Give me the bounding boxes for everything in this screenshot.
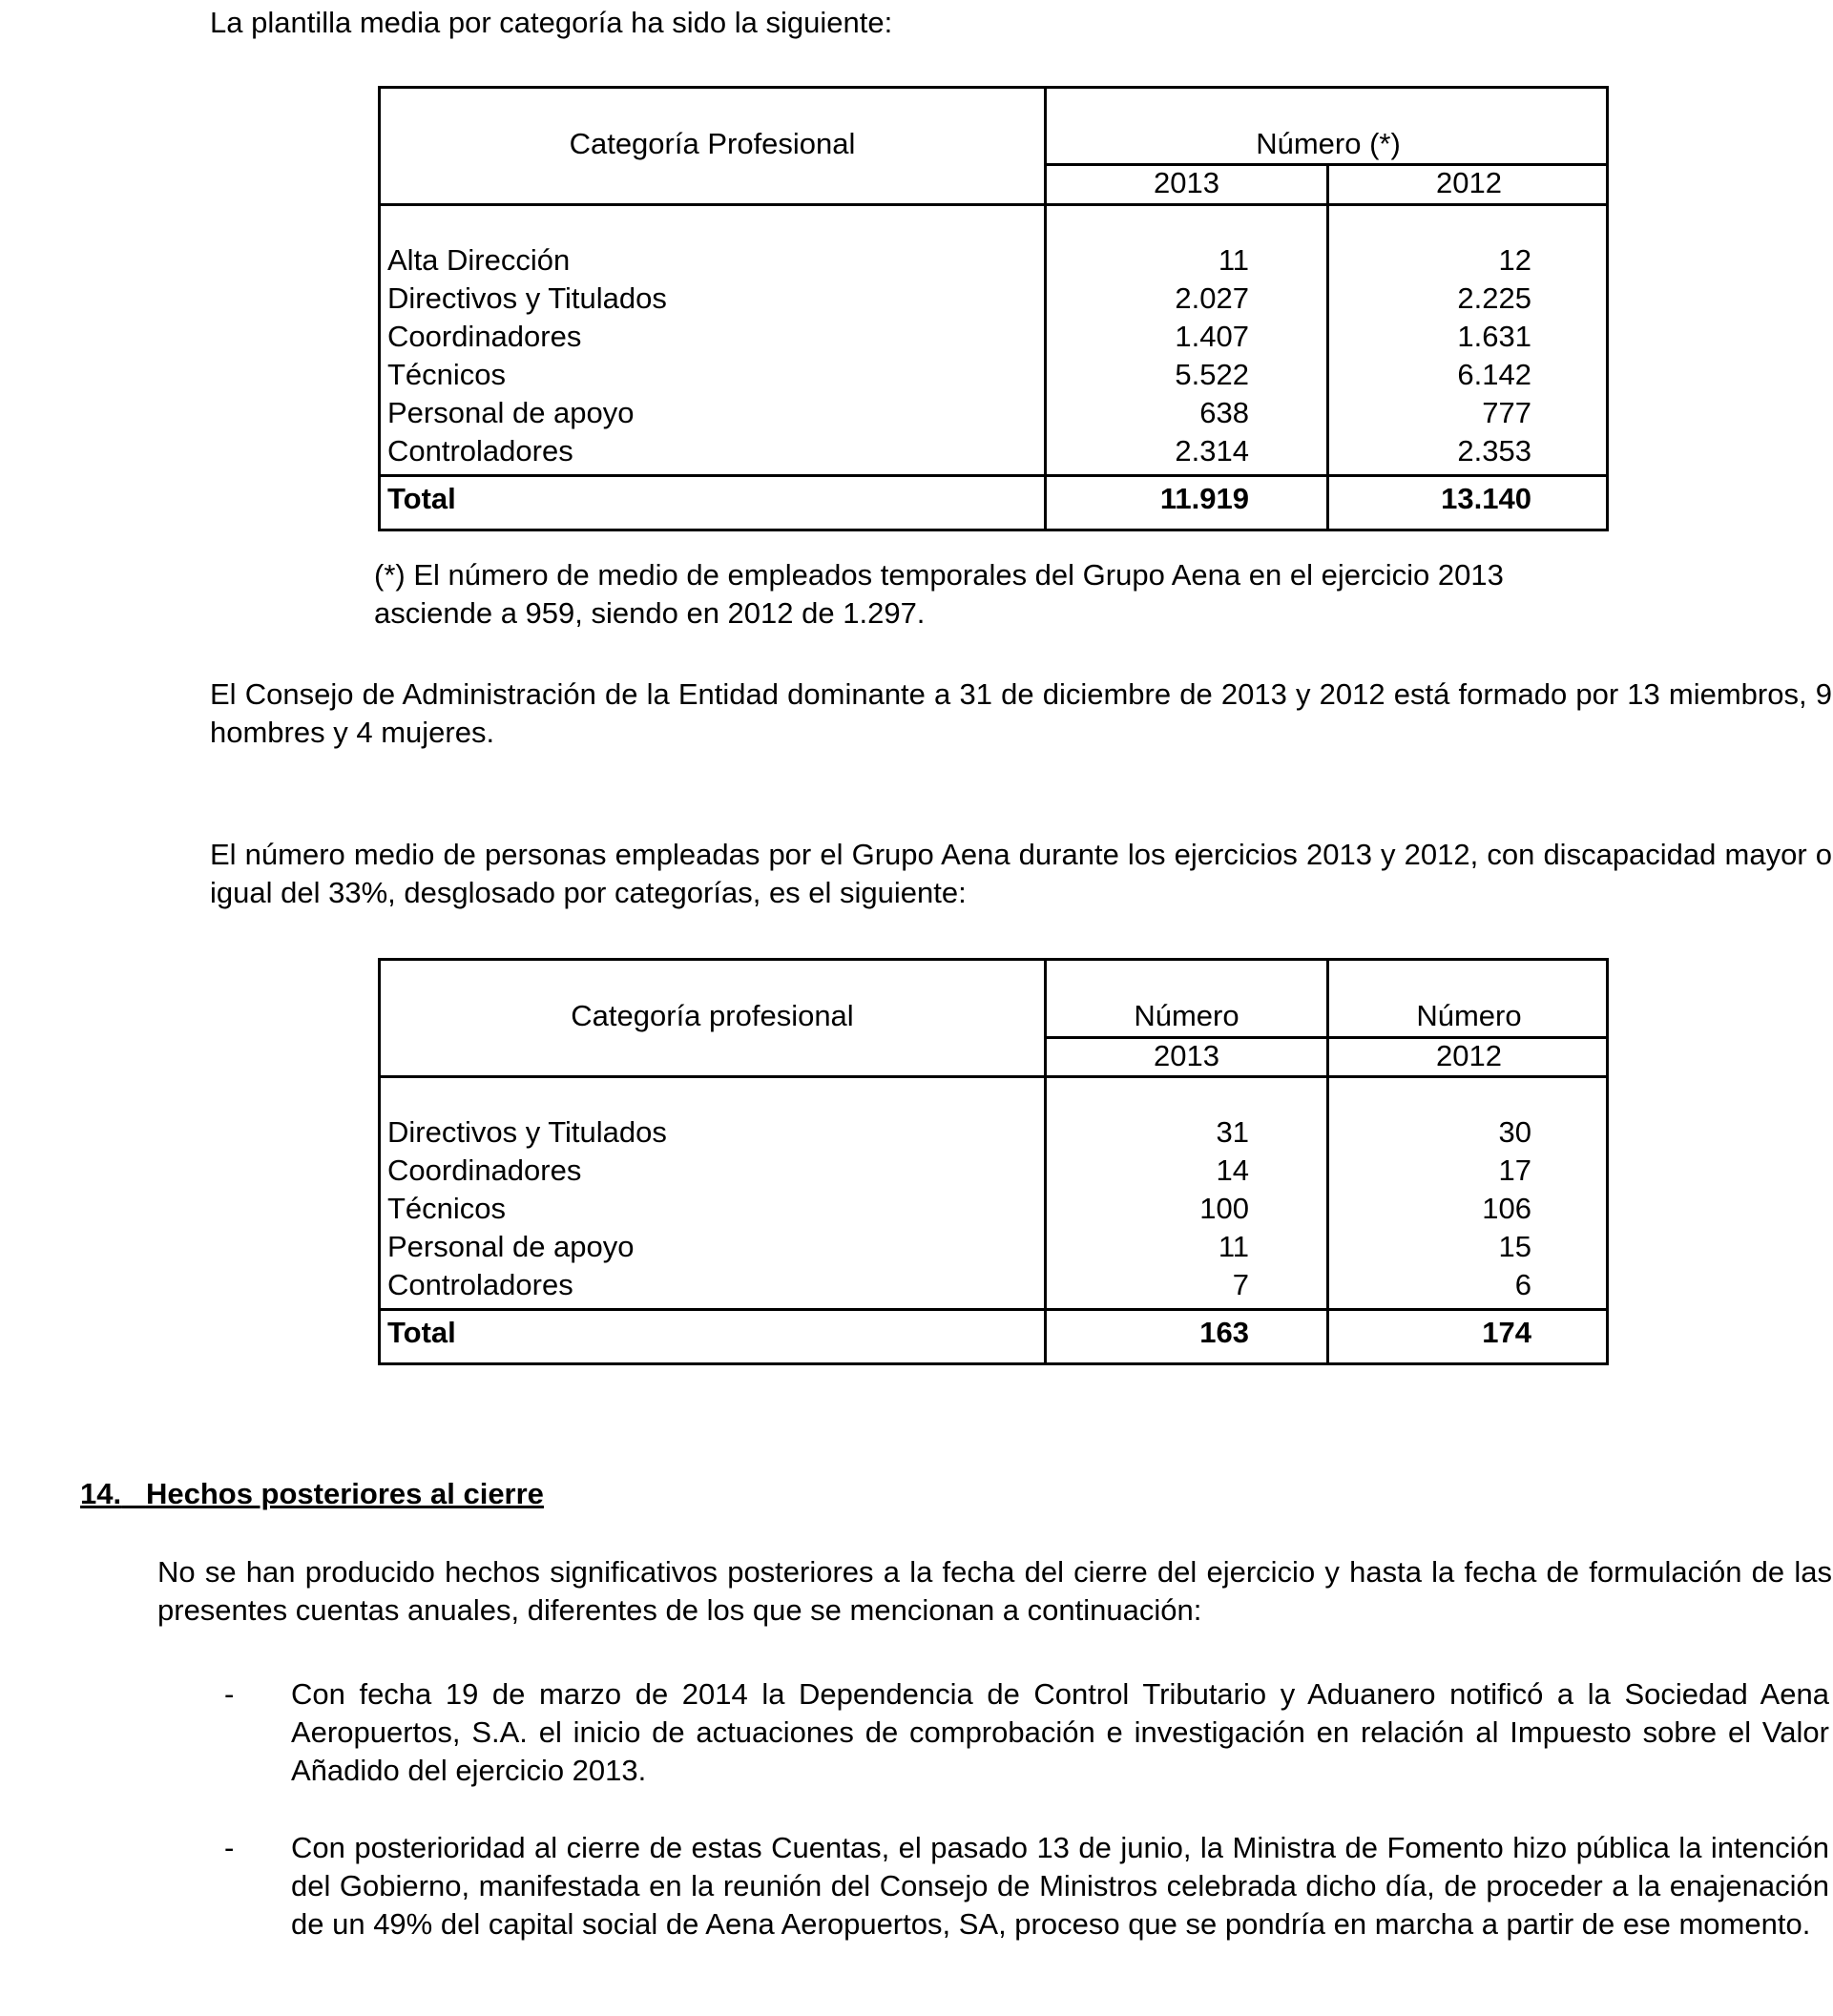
row-value-2012: 6: [1514, 1268, 1531, 1301]
header-year-2012: 2012: [1436, 166, 1502, 199]
board-paragraph: El Consejo de Administración de la Entidad dominante a 31 de diciembre de 2013 y 2012 está formado por 13 miembros, 9 hombres y 4 mujeres.: [210, 677, 1832, 749]
total-label: Total: [387, 482, 456, 515]
total-2013: 11.919: [1159, 482, 1249, 515]
row-label: Controladores: [387, 1268, 573, 1301]
header-number: Número (*): [1256, 127, 1401, 160]
section-intro-paragraph: No se han producido hechos significativos posteriores a la fecha del cierre del ejercicio y hasta la fecha de formulación de las presentes cuentas anuales, diferentes de los que se mencionan a continuación:: [157, 1555, 1832, 1627]
row-value-2012: 2.225: [1457, 281, 1531, 315]
header-bottom-border: [381, 203, 1606, 206]
row-label: Técnicos: [387, 358, 507, 391]
row-value-2012: 777: [1482, 396, 1531, 429]
row-value-2013: 638: [1199, 396, 1249, 429]
row-label: Coordinadores: [387, 320, 582, 353]
row-value-2013: 14: [1216, 1153, 1249, 1187]
row-value-2013: 31: [1216, 1115, 1249, 1149]
total-2012: 174: [1482, 1316, 1531, 1349]
row-value-2012: 12: [1498, 243, 1531, 277]
row-label: Directivos y Titulados: [387, 281, 667, 315]
header-bottom-border: [381, 1075, 1606, 1078]
row-value-2012: 2.353: [1457, 434, 1531, 468]
row-value-2012: 106: [1482, 1192, 1531, 1225]
row-value-2013: 2.027: [1175, 281, 1249, 315]
total-2013: 163: [1199, 1316, 1249, 1349]
row-label: Controladores: [387, 434, 573, 468]
row-value-2012: 1.631: [1457, 320, 1531, 353]
row-value-2013: 100: [1199, 1192, 1249, 1225]
row-value-2013: 11: [1218, 243, 1249, 277]
row-value-2013: 5.522: [1175, 358, 1249, 391]
list-item-text: Con fecha 19 de marzo de 2014 la Dependencia de Control Tributario y Aduanero notificó a la Sociedad Aena Aeropuertos, S.A. el inicio de actuaciones de comprobación e investigación en relación al Impuesto sobre el Valor Añadido del ejercicio 2013.: [291, 1677, 1829, 1787]
header-year-2013: 2013: [1154, 1039, 1219, 1072]
row-label: Directivos y Titulados: [387, 1115, 667, 1149]
row-value-2012: 30: [1498, 1115, 1531, 1149]
disability-paragraph: El número medio de personas empleadas por el Grupo Aena durante los ejercicios 2013 y 2012, con discapacidad mayor o igual del 33%, desglosado por categorías, es el siguiente:: [210, 838, 1832, 909]
header-number-2012: Número: [1416, 999, 1522, 1032]
row-label: Personal de apoyo: [387, 1230, 635, 1263]
table-footnote: (*) El número de medio de empleados temporales del Grupo Aena en el ejercicio 2013 asciende a 959, siendo en 2012 de 1.297.: [374, 558, 1504, 630]
total-top-border: [381, 474, 1606, 477]
bullet-dash: -: [224, 1677, 235, 1711]
total-top-border: [381, 1308, 1606, 1311]
header-year-2012: 2012: [1436, 1039, 1502, 1072]
bullet-dash: -: [224, 1831, 235, 1864]
intro-paragraph: La plantilla media por categoría ha sido la siguiente:: [210, 6, 893, 39]
section-heading: [80, 1475, 544, 1513]
headcount-table: [378, 86, 1609, 531]
list-item-text: Con posterioridad al cierre de estas Cuentas, el pasado 13 de junio, la Ministra de Fomento hizo pública la intención del Gobierno, manifestada en la reunión del Consejo de Ministros celebrada dicho día, de proceder a la enajenación de un 49% del capital social de Aena Aeropuertos, SA, proceso que se pondría en marcha a partir de ese momento.: [291, 1831, 1829, 1941]
row-label: Coordinadores: [387, 1153, 582, 1187]
row-value-2013: 11: [1218, 1230, 1249, 1263]
row-value-2012: 15: [1498, 1230, 1531, 1263]
row-value-2012: 17: [1498, 1153, 1531, 1187]
disability-table: [378, 958, 1609, 1365]
header-category: Categoría profesional: [571, 999, 854, 1032]
header-year-2013: 2013: [1154, 166, 1219, 199]
total-label: Total: [387, 1316, 456, 1349]
header-category: Categoría Profesional: [569, 127, 856, 160]
row-value-2013: 2.314: [1175, 434, 1249, 468]
row-label: Alta Dirección: [387, 243, 571, 277]
section-number: 14.: [80, 1477, 122, 1510]
header-number-2013: Número: [1134, 999, 1239, 1032]
row-value-2013: 7: [1232, 1268, 1249, 1301]
row-value-2013: 1.407: [1175, 320, 1249, 353]
row-label: Personal de apoyo: [387, 396, 635, 429]
section-title: Hechos posteriores al cierre: [145, 1477, 544, 1510]
row-label: Técnicos: [387, 1192, 507, 1225]
row-value-2012: 6.142: [1457, 358, 1531, 391]
total-2012: 13.140: [1441, 482, 1531, 515]
